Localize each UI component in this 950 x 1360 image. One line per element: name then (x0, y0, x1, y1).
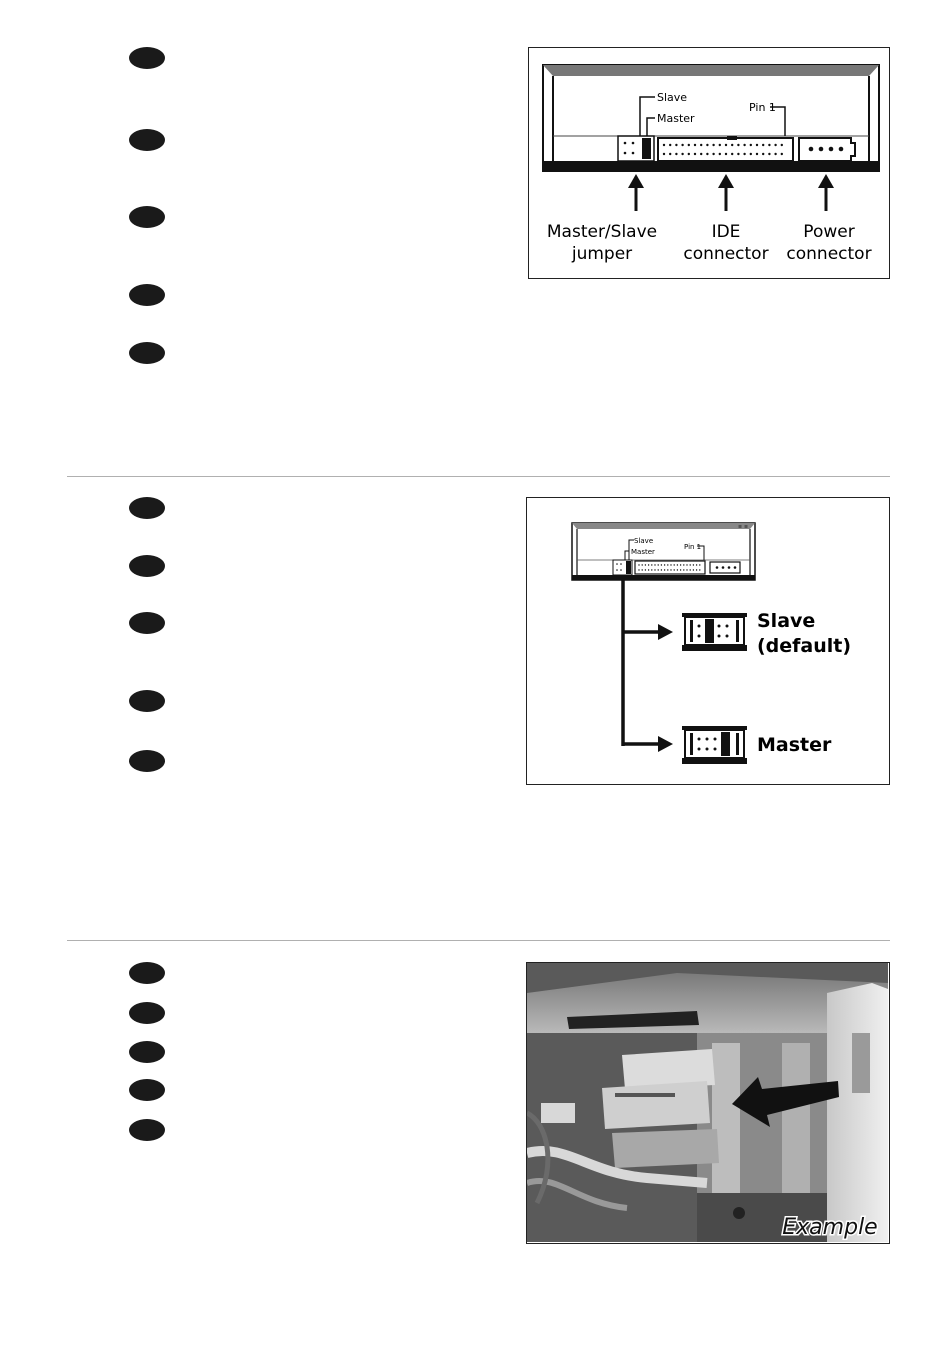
connector-pin (750, 153, 752, 155)
connector-pin (658, 569, 659, 570)
connector-pin (638, 564, 639, 565)
connector-pin (651, 569, 652, 570)
connector-pin (654, 564, 655, 565)
connector-pin (670, 564, 671, 565)
connector-pin (675, 144, 677, 146)
step-bullet-1-3 (129, 206, 165, 228)
connector-pin (688, 153, 690, 155)
connector-pin (696, 564, 697, 565)
connector-pin (725, 144, 727, 146)
connector-pin (664, 569, 665, 570)
connector-pin (743, 153, 745, 155)
step-bullet-1-4 (129, 284, 165, 306)
connector-pin (667, 569, 668, 570)
connector-pin (706, 144, 708, 146)
connector-pin (667, 564, 668, 565)
connector-pin (669, 144, 671, 146)
connector-pin (768, 144, 770, 146)
installation-photo-figure (526, 962, 890, 1244)
connector-pin (686, 569, 687, 570)
connector-pin (669, 153, 671, 155)
step-bullet-1-5 (129, 342, 165, 364)
arrow-power (818, 174, 834, 211)
small-figure-label-master: Master (631, 548, 655, 556)
connector-pin (686, 564, 687, 565)
figure-label-slave: Slave (657, 91, 688, 104)
callout-jumper-line1: Master/Slave (546, 222, 658, 242)
connector-pin (756, 144, 758, 146)
connector-pin (680, 564, 681, 565)
connector-pin (719, 144, 721, 146)
connector-pin (731, 153, 733, 155)
connector-pin (743, 144, 745, 146)
step-bullet-3-3 (129, 1041, 165, 1063)
connector-pin (681, 144, 683, 146)
arrow-slave (658, 624, 673, 640)
step-bullet-1-2 (129, 129, 165, 151)
connector-pin (651, 564, 652, 565)
connector-pin (642, 569, 643, 570)
connector-pin (661, 569, 662, 570)
connector-pin (750, 144, 752, 146)
connector-pin (680, 569, 681, 570)
step-bullet-3-5 (129, 1119, 165, 1141)
connector-pin (675, 153, 677, 155)
connector-pin (654, 569, 655, 570)
connector-pin (696, 569, 697, 570)
arrow-master (658, 736, 673, 752)
connector-pin (638, 569, 639, 570)
connector-pin (700, 153, 702, 155)
step-bullet-2-4 (129, 690, 165, 712)
connector-pin (663, 144, 665, 146)
figure-label-master: Master (657, 112, 695, 125)
step-bullet-2-2 (129, 555, 165, 577)
connector-pin (719, 153, 721, 155)
connector-pin (781, 153, 783, 155)
arrow-jumper (628, 174, 644, 211)
connector-pin (700, 144, 702, 146)
connector-pin (648, 569, 649, 570)
connector-pin (712, 144, 714, 146)
connector-pin (712, 153, 714, 155)
connector-pin (725, 153, 727, 155)
connector-pin (737, 153, 739, 155)
jumper-detail-master (682, 726, 747, 764)
connector-pin (737, 144, 739, 146)
connector-pin (756, 153, 758, 155)
step-bullet-3-1 (129, 962, 165, 984)
connector-pin (670, 569, 671, 570)
connector-pin (658, 564, 659, 565)
connector-pin (683, 569, 684, 570)
connector-pin (690, 564, 691, 565)
connector-pin (694, 153, 696, 155)
photo-caption: Example (782, 1215, 878, 1240)
small-figure-label-slave: Slave (634, 537, 654, 545)
connector-pin (699, 569, 700, 570)
connector-pin (762, 153, 764, 155)
connector-pin (642, 564, 643, 565)
option-slave-line1: Slave (757, 610, 816, 632)
step-bullet-2-1 (129, 497, 165, 519)
connector-pin (774, 153, 776, 155)
connector-pin (694, 144, 696, 146)
connector-pin (681, 153, 683, 155)
connector-pin (674, 564, 675, 565)
section-divider-2 (67, 940, 890, 941)
connector-pin (699, 564, 700, 565)
jumper-settings-diagram (527, 498, 888, 783)
connector-pin (731, 144, 733, 146)
section-divider-1 (67, 476, 890, 477)
step-bullet-2-5 (129, 750, 165, 772)
connector-pin (781, 144, 783, 146)
step-bullet-3-2 (129, 1002, 165, 1024)
connector-pin (677, 564, 678, 565)
connector-pin (661, 564, 662, 565)
step-bullet-2-3 (129, 612, 165, 634)
svg-text:▪ ▪: ▪ ▪ (738, 523, 749, 530)
connector-pin (664, 564, 665, 565)
drive-rear-diagram (529, 48, 888, 277)
small-figure-label-pin1: Pin 1 (684, 543, 702, 551)
connector-pin (674, 569, 675, 570)
figure-label-pin1: Pin 1 (749, 101, 776, 114)
callout-jumper-line2: jumper (571, 244, 633, 264)
connector-pin (774, 144, 776, 146)
callout-ide-line1: IDE (711, 222, 741, 242)
connector-pin (648, 564, 649, 565)
option-master: Master (757, 734, 832, 756)
connector-pin (706, 153, 708, 155)
jumper-settings-figure (526, 497, 890, 785)
jumper-detail-slave (682, 613, 747, 651)
connector-pin (645, 569, 646, 570)
connector-pin (693, 569, 694, 570)
callout-power-line2: connector (786, 244, 872, 264)
drive-rear-figure (528, 47, 890, 279)
option-slave-line2: (default) (757, 635, 852, 657)
callout-ide-line2: connector (683, 244, 769, 264)
connector-pin (693, 564, 694, 565)
connector-pin (768, 153, 770, 155)
connector-pin (762, 144, 764, 146)
connector-pin (663, 153, 665, 155)
connector-pin (677, 569, 678, 570)
callout-power-line1: Power (803, 222, 855, 242)
connector-pin (690, 569, 691, 570)
arrow-ide (718, 174, 734, 211)
connector-pin (645, 564, 646, 565)
installation-photo (527, 963, 888, 1242)
step-bullet-1-1 (129, 47, 165, 69)
connector-pin (688, 144, 690, 146)
connector-pin (683, 564, 684, 565)
step-bullet-3-4 (129, 1079, 165, 1101)
